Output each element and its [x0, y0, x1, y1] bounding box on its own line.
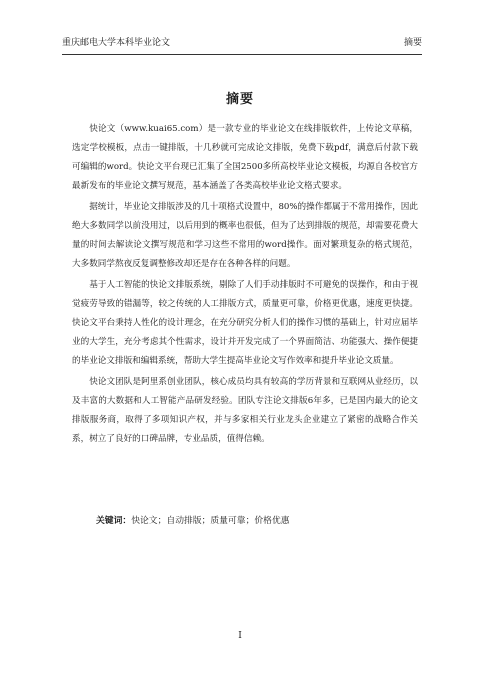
- keywords-value: 快论文；自动排版；质量可靠；价格优惠: [131, 516, 290, 526]
- abstract-paragraph: 据统计，毕业论文排版涉及的几十项格式设置中，80%的操作都属于不常用操作，因此绝大多数同学以前没用过，以后用到的概率也很低，但为了达到排版的规范，却需要花费大量的时间去解读论文撰写规范和学习这些不常用的word操作。面对繁琐复杂的格式规范，大多数同学熬夜反复调整修改却还是存在各种各样的问题。: [72, 202, 418, 269]
- abstract-paragraph: 快论文团队是阿里系创业团队，核心成员均具有较高的学历背景和互联网从业经历，以及丰富的大数据和人工智能产品研发经验。团队专注论文排版6年多，已是国内最大的论文排版服务商，取得了多项知识产权，并与多家相关行业龙头企业建立了紧密的战略合作关系，树立了良好的口碑品牌，专业品质，值得信赖。: [72, 377, 418, 444]
- keywords-line: [96, 512, 418, 531]
- header-right-text: 摘要: [403, 38, 422, 48]
- page-header: [62, 36, 422, 55]
- abstract-title: 摘要: [225, 92, 254, 107]
- abstract-paragraph: 快论文（www.kuai65.com）是一款专业的毕业论文在线排版软件，上传论文草稿，选定学校模板，点击一键排版，十几秒就可完成论文排版，免费下载pdf，满意后付款下载可编辑的word。快论文平台现已汇集了全国2500多所高校毕业论文模板，均源自各校官方最新发布的毕业论文撰写规范，基本涵盖了各类高校毕业论文格式要求。: [72, 124, 418, 191]
- abstract-body: [72, 120, 418, 451]
- abstract-paragraph: 基于人工智能的快论文排版系统，剔除了人们手动排版时不可避免的误操作，和由于视觉疲劳导致的错漏等，较之传统的人工排版方式，质量更可靠，价格更优惠，速度更快捷。快论文平台秉持人性化的设计理念，在充分研究分析人们的操作习惯的基础上，针对应届毕业的大学生，充分考虑其个性需求，设计并开发完成了一个界面简洁、功能强大、操作便捷的毕业论文排版和编辑系统，帮助大学生提高毕业论文写作效率和提升毕业论文质量。: [72, 280, 418, 366]
- header-left-text: 重庆邮电大学本科毕业论文: [62, 38, 171, 48]
- keywords-label: 关键词：: [96, 516, 132, 526]
- page-number: I: [238, 631, 242, 641]
